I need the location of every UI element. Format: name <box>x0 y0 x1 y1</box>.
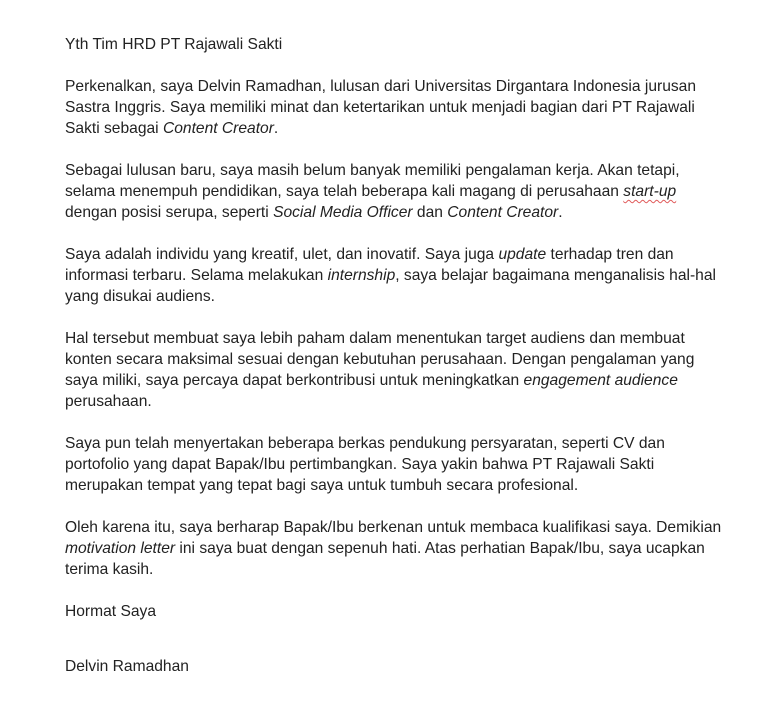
text-segment: perusahaan. <box>65 393 152 410</box>
paragraph-contribution <box>65 328 725 412</box>
italic-term: start-up <box>623 183 677 200</box>
italic-term: engagement audience <box>523 372 678 389</box>
italic-term: motivation letter <box>65 540 176 557</box>
paragraph-personality <box>65 244 725 307</box>
italic-term: Social Media Officer <box>273 204 413 221</box>
italic-term: update <box>498 246 547 263</box>
text-segment: dan <box>412 204 448 221</box>
paragraph-experience <box>65 160 725 223</box>
paragraph-attachments <box>65 433 725 496</box>
text-segment: terhadap tren dan informasi terbaru. Selama melakukan <box>65 246 674 284</box>
text-segment: ini saya buat dengan sepenuh hati. Atas perhatian Bapak/Ibu, saya ucapkan terima kasih. <box>65 540 705 578</box>
text-segment: . <box>273 120 279 137</box>
text-segment: . <box>558 204 563 221</box>
salutation: Yth Tim HRD PT Rajawali Sakti <box>65 36 283 53</box>
text-segment: Sebagai lulusan baru, saya masih belum banyak memiliki pengalaman kerja. Akan tetapi, selama menempuh pendidikan, saya telah beberapa kali magang di perusahaan <box>65 162 680 200</box>
text-segment: Oleh karena itu, saya berharap Bapak/Ibu berkenan untuk membaca kualifikasi saya. Demikian <box>65 519 722 536</box>
italic-term: Content Creator <box>447 204 559 221</box>
paragraph-introduction <box>65 76 725 139</box>
text-segment: dengan posisi serupa, seperti <box>65 204 274 221</box>
letter-document <box>65 34 725 677</box>
closing-phrase: Hormat Saya <box>65 603 156 620</box>
paragraph-closing <box>65 517 725 580</box>
text-segment: Hal tersebut membuat saya lebih paham dalam menentukan target audiens dan membuat konten secara maksimal sesuai dengan kebutuhan perusahaan. Dengan pengalaman yang saya miliki, saya percaya dapat berkontribusi untuk meningkatkan <box>65 330 695 389</box>
text-segment: , saya belajar bagaimana menganalisis hal-hal yang disukai audiens. <box>65 267 716 305</box>
italic-term: Content Creator <box>162 120 274 137</box>
signature-name: Delvin Ramadhan <box>65 658 189 675</box>
italic-term: internship <box>327 267 396 284</box>
text-segment: Perkenalkan, saya Delvin Ramadhan, lulusan dari Universitas Dirgantara Indonesia jurusan Sastra Inggris. Saya memiliki minat dan ketertarikan untuk menjadi bagian dari PT Rajawali Sakti sebagai <box>65 78 697 137</box>
text-segment: Saya adalah individu yang kreatif, ulet, dan inovatif. Saya juga <box>65 246 499 263</box>
text-segment: Saya pun telah menyertakan beberapa berkas pendukung persyaratan, seperti CV dan portofolio yang dapat Bapak/Ibu pertimbangkan. Saya yakin bahwa PT Rajawali Sakti merupakan tempat yang tepat bagi saya untuk tumbuh secara profesional. <box>65 435 665 494</box>
